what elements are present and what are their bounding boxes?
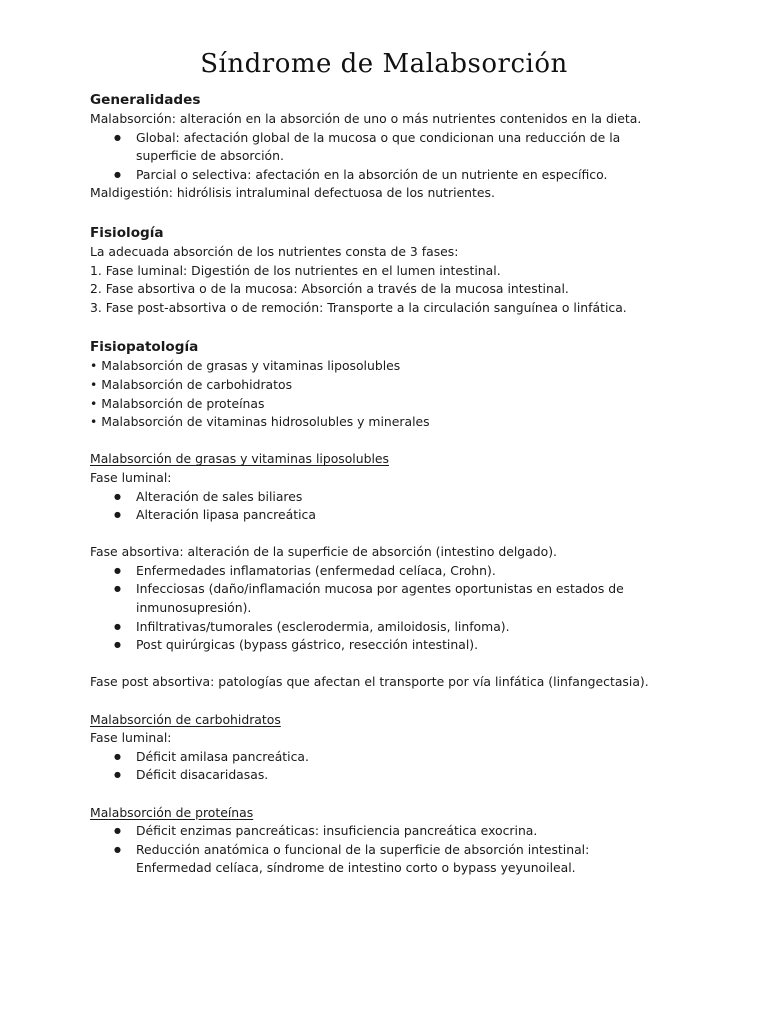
spacer — [90, 655, 690, 674]
spacer — [90, 785, 690, 804]
list-carbohidratos — [90, 748, 690, 785]
list-item — [90, 506, 690, 525]
paragraph-line: Fase absortiva: alteración de la superficie de absorción (intestino delgado). — [90, 544, 557, 560]
list-item-text: Global: afectación global de la mucosa o que condicionan una reducción de la superficie de absorción. — [136, 129, 621, 164]
subheading-carbohidratos: Malabsorción de carbohidratos — [90, 711, 281, 727]
paragraph-line: Fase luminal: — [90, 469, 172, 485]
spacer — [90, 432, 690, 451]
paragraph-line: • Malabsorción de carbohidratos — [90, 376, 293, 392]
list-item-text: Infiltrativas/tumorales (esclerodermia, amiloidosis, linfoma). — [136, 618, 510, 634]
spacer — [90, 203, 690, 223]
list-item-text: Infecciosas (daño/inflamación mucosa por agentes oportunistas en estados de inmunosupresión). — [136, 581, 624, 616]
list-item — [90, 129, 656, 166]
subheading-proteinas: Malabsorción de proteínas — [90, 804, 254, 820]
section-heading-fisiologia: Fisiología — [90, 224, 164, 241]
list-item-text: Enfermedades inflamatorias (enfermedad celíaca, Crohn). — [136, 562, 496, 578]
paragraph-line: • Malabsorción de vitaminas hidrosolubles y minerales — [90, 414, 430, 430]
spacer — [90, 525, 690, 544]
spacer — [90, 317, 690, 337]
paragraph-malabsorcion: Malabsorción: alteración en la absorción de uno o más nutrientes contenidos en la dieta. — [90, 111, 642, 126]
list-item-text: Déficit amilasa pancreática. — [136, 748, 309, 764]
list-item — [90, 748, 690, 767]
paragraph-line: 2. Fase absortiva o de la mucosa: Absorción a través de la mucosa intestinal. — [90, 281, 569, 297]
section-heading-fisiopatologia: Fisiopatología — [90, 339, 199, 356]
list-grasas-absortiva — [90, 562, 690, 655]
document-body — [90, 90, 690, 878]
list-item — [90, 618, 690, 637]
list-item — [90, 636, 690, 655]
section-heading-generalidades: Generalidades — [90, 92, 201, 108]
list-item — [90, 562, 690, 581]
list-item-text: Déficit disacaridasas. — [136, 767, 269, 783]
paragraph-line: Fase luminal: — [90, 730, 172, 746]
list-generalidades — [90, 129, 690, 185]
list-item — [90, 488, 690, 507]
list-item — [90, 580, 636, 617]
list-item-text: Reducción anatómica o funcional de la superficie de absorción intestinal: Enfermedad celíaca, síndrome de intestino corto o bypass yeyunoileal. — [136, 841, 590, 876]
list-item-text: Alteración de sales biliares — [136, 488, 303, 504]
subheading-grasas: Malabsorción de grasas y vitaminas liposolubles — [90, 451, 389, 467]
list-item-text: Alteración lipasa pancreática — [136, 507, 316, 523]
list-item — [90, 766, 690, 785]
spacer — [90, 692, 690, 711]
list-item-text: Déficit enzimas pancreáticas: insuficiencia pancreática exocrina. — [136, 823, 538, 839]
paragraph-line: • Malabsorción de proteínas — [90, 395, 265, 411]
paragraph-line: 3. Fase post-absortiva o de remoción: Transporte a la circulación sanguínea o linfática. — [90, 299, 627, 315]
list-item — [90, 822, 690, 841]
paragraph-line: • Malabsorción de grasas y vitaminas liposolubles — [90, 358, 401, 374]
list-item-text: Parcial o selectiva: afectación en la absorción de un nutriente en específico. — [136, 166, 608, 182]
document-title: Síndrome de Malabsorción — [200, 49, 568, 79]
list-item — [90, 841, 666, 878]
list-item-text: Post quirúrgicas (bypass gástrico, resección intestinal). — [136, 637, 479, 653]
list-proteinas — [90, 822, 690, 878]
paragraph-line: Fase post absortiva: patologías que afectan el transporte por vía linfática (linfangectasia). — [90, 674, 649, 690]
paragraph-maldigestion: Maldigestión: hidrólisis intraluminal defectuosa de los nutrientes. — [90, 185, 495, 201]
list-grasas-luminal — [90, 488, 690, 525]
paragraph-line: La adecuada absorción de los nutrientes consta de 3 fases: — [90, 243, 459, 259]
list-item — [90, 166, 690, 185]
paragraph-line: 1. Fase luminal: Digestión de los nutrientes en el lumen intestinal. — [90, 262, 501, 278]
